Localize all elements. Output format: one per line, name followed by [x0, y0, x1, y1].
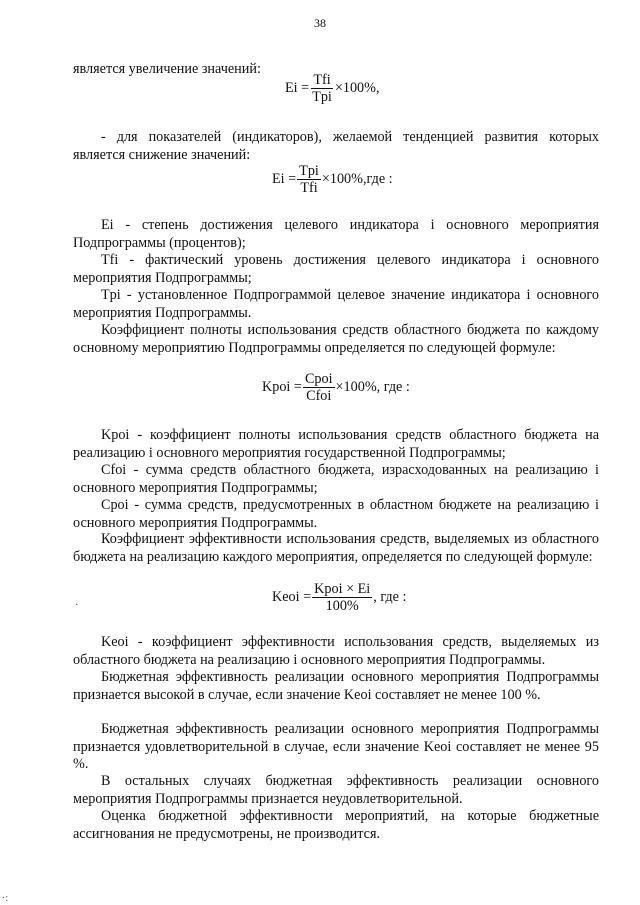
formula-numerator: Tfi [313, 72, 331, 88]
formula-denominator: Tfi [300, 180, 318, 196]
paragraph-cpoi-definition: Cpoi - сумма средств, предусмотренных в областном бюджете на реализацию i основного мероприятия Подпрограммы. [73, 497, 599, 531]
paragraph-keoi-intro: Коэффициент эффективности использования средств, выделяемых из областного бюджета на реализацию каждого мероприятия, определяется по следующей формуле: [73, 531, 599, 565]
paragraph-kpoi-definition: Kpoi - коэффициент полноты использования средств областного бюджета на реализацию i основного мероприятия государственной Подпрограммы; [73, 427, 599, 461]
paragraph-tfi-definition: Tfi - фактический уровень достижения целевого индикатора i основного мероприятия Подпрограммы; [73, 252, 599, 286]
formula-lhs: Kpoi = [262, 379, 302, 395]
formula-numerator: Kpoi × Ei [314, 581, 371, 597]
scan-artifact: · [75, 600, 79, 611]
paragraph-unsatisfactory-efficiency: В остальных случаях бюджетная эффективность реализации основного мероприятия Подпрограммы признается неудовлетворительной. [73, 773, 599, 807]
formula-lhs: Ei = [285, 80, 310, 96]
paragraph-final: Оценка бюджетной эффективности мероприятий, на которые бюджетные ассигнования не предусмотрены, не производится. [73, 808, 599, 842]
formula-rhs: ×100%, [334, 80, 380, 96]
formula-denominator: Tpi [312, 89, 332, 105]
formula-fraction [297, 163, 321, 196]
paragraph-satisfactory-efficiency: Бюджетная эффективность реализации основного мероприятия Подпрограммы признается удовлетворительной в случае, если значение Keoi составляет не менее 95 %. [73, 721, 599, 773]
formula-numerator: Tpi [299, 163, 319, 179]
formula-rhs: ×100%,где : [321, 171, 393, 187]
formula-fraction [312, 581, 372, 614]
formula-ei-increase [285, 72, 380, 105]
formula-denominator: 100% [325, 598, 359, 614]
formula-fraction [310, 72, 334, 105]
paragraph-decrease: - для показателей (индикаторов), желаемой тенденцией развития которых является снижение значений: [73, 129, 599, 163]
formula-lhs: Ei = [272, 171, 297, 187]
formula-keoi [272, 581, 406, 614]
paragraph-increase: является увеличение значений: [73, 61, 261, 77]
formula-lhs: Keoi = [272, 589, 312, 605]
formula-rhs: ×100%, где : [335, 379, 410, 395]
paragraph-cfoi-definition: Cfoi - сумма средств областного бюджета, израсходованных на реализацию i основного мероприятия Подпрограммы; [73, 462, 599, 496]
formula-fraction [303, 371, 335, 404]
formula-numerator: Cpoi [304, 371, 333, 387]
formula-denominator: Cfoi [306, 388, 332, 404]
paragraph-high-efficiency: Бюджетная эффективность реализации основного мероприятия Подпрограммы признается высокой в случае, если значение Keoi составляет не менее 100 %. [73, 669, 599, 703]
formula-kpoi [262, 371, 410, 404]
paragraph-ei-definition: Ei - степень достижения целевого индикатора i основного мероприятия Подпрограммы (процентов); [73, 217, 599, 251]
paragraph-keoi-definition: Keoi - коэффициент эффективности использования средств, выделяемых из областного бюджета на реализацию i основного мероприятия Подпрограммы. [73, 634, 599, 668]
scan-artifact: ·: [2, 893, 9, 904]
paragraph-tpi-definition: Tpi - установленное Подпрограммой целевое значение индикатора i основного мероприятия Подпрограммы. [73, 287, 599, 321]
formula-rhs: , где : [373, 589, 407, 605]
formula-ei-decrease [272, 163, 393, 196]
paragraph-kpoi-intro: Коэффициент полноты использования средств областного бюджета по каждому основному мероприятию Подпрограммы определяется по следующей формуле: [73, 322, 599, 356]
page-number: 38 [314, 16, 326, 30]
